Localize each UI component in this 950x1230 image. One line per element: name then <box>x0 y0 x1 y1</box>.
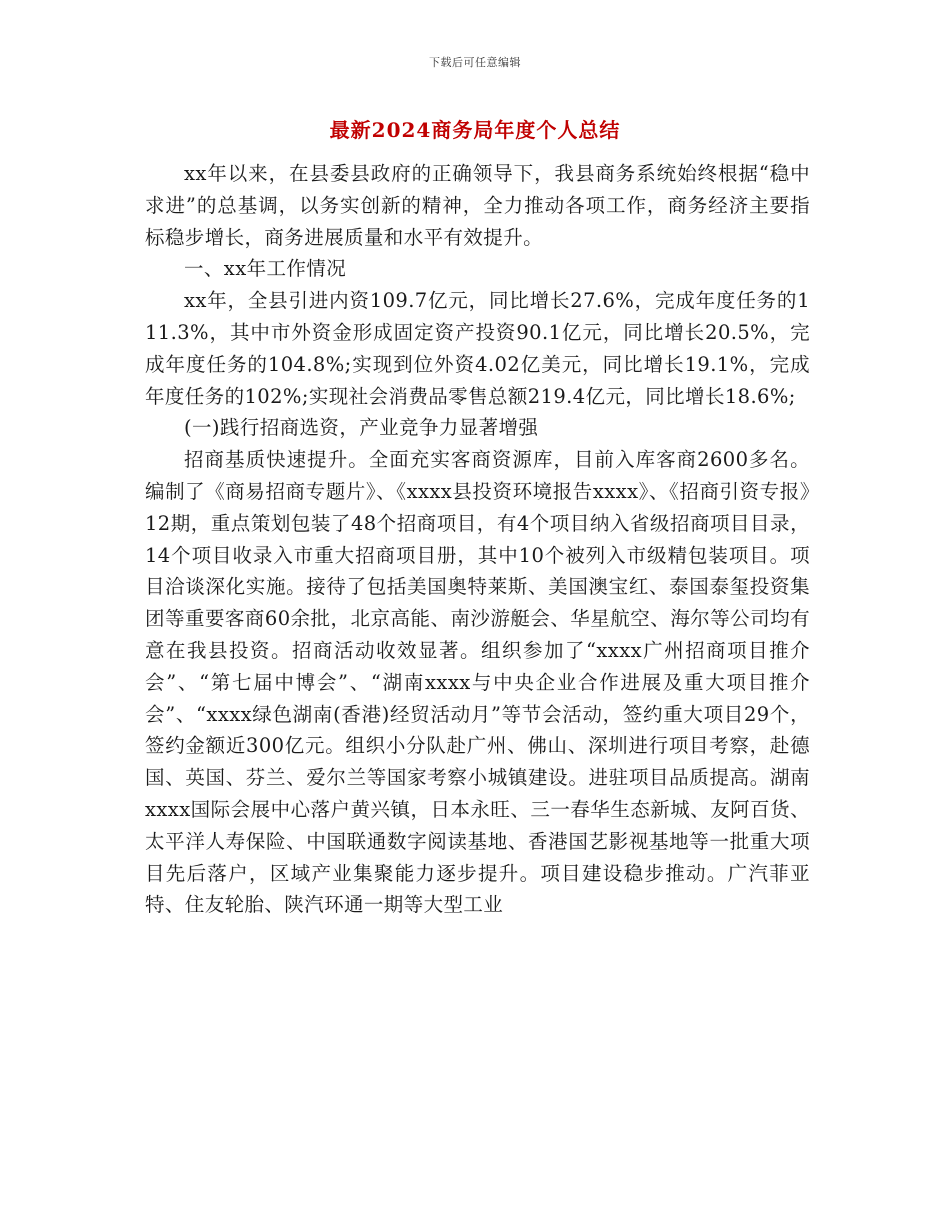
summary-paragraph: xx年，全县引进内资109.7亿元，同比增长27.6%，完成年度任务的111.3%，其中市外资金形成固定资产投资90.1亿元，同比增长20.5%，完成年度任务的104.8%;实现到位外资4.02亿美元，同比增长19.1%，完成年度任务的102%;实现社会消费品零售总额219.4亿元，同比增长18.6%; <box>145 289 810 408</box>
detail-paragraph: 招商基质快速提升。全面充实客商资源库，目前入库客商2600多名。编制了《商易招商专题片》、《xxxx县投资环境报告xxxx》、《招商引资专报》12期，重点策划包装了48个招商项目，有4个项目纳入省级招商项目目录，14个项目收录入市重大招商项目册，其中10个被列入市级精包装项目。项目洽谈深化实施。接待了包括美国奥特莱斯、美国澳宝红、泰国泰玺投资集团等重要客商60余批，北京高能、南沙游艇会、华星航空、海尔等公司均有意在我县投资。招商活动收效显著。组织参加了“xxxx广州招商项目推介会”、“第七届中博会”、“湖南xxxx与中央企业合作进展及重大项目推介会”、“xxxx绿色湖南(香港)经贸活动月”等节会活动，签约重大项目29个，签约金额近300亿元。组织小分队赴广州、佛山、深圳进行项目考察，赴德国、英国、芬兰、爱尔兰等国家考察小城镇建设。进驻项目品质提高。湖南xxxx国际会展中心落户黄兴镇，日本永旺、三一春华生态新城、友阿百货、太平洋人寿保险、中国联通数字阅读基地、香港国艺影视基地等一批重大项目先后落户，区域产业集聚能力逐步提升。项目建设稳步推动。广汽菲亚特、住友轮胎、陕汽环通一期等大型工业 <box>145 448 810 917</box>
document-title: 最新2024商务局年度个人总结 <box>329 118 621 142</box>
header-note: 下载后可任意编辑 <box>429 56 521 69</box>
subsection-heading: (一)践行招商选资，产业竞争力显著增强 <box>184 416 539 440</box>
document-body <box>145 158 810 921</box>
section-heading: 一、xx年工作情况 <box>184 257 347 281</box>
intro-paragraph: xx年以来，在县委县政府的正确领导下，我县商务系统始终根据“稳中求进”的总基调，以务实创新的精神，全力推动各项工作，商务经济主要指标稳步增长，商务进展质量和水平有效提升。 <box>145 162 810 249</box>
